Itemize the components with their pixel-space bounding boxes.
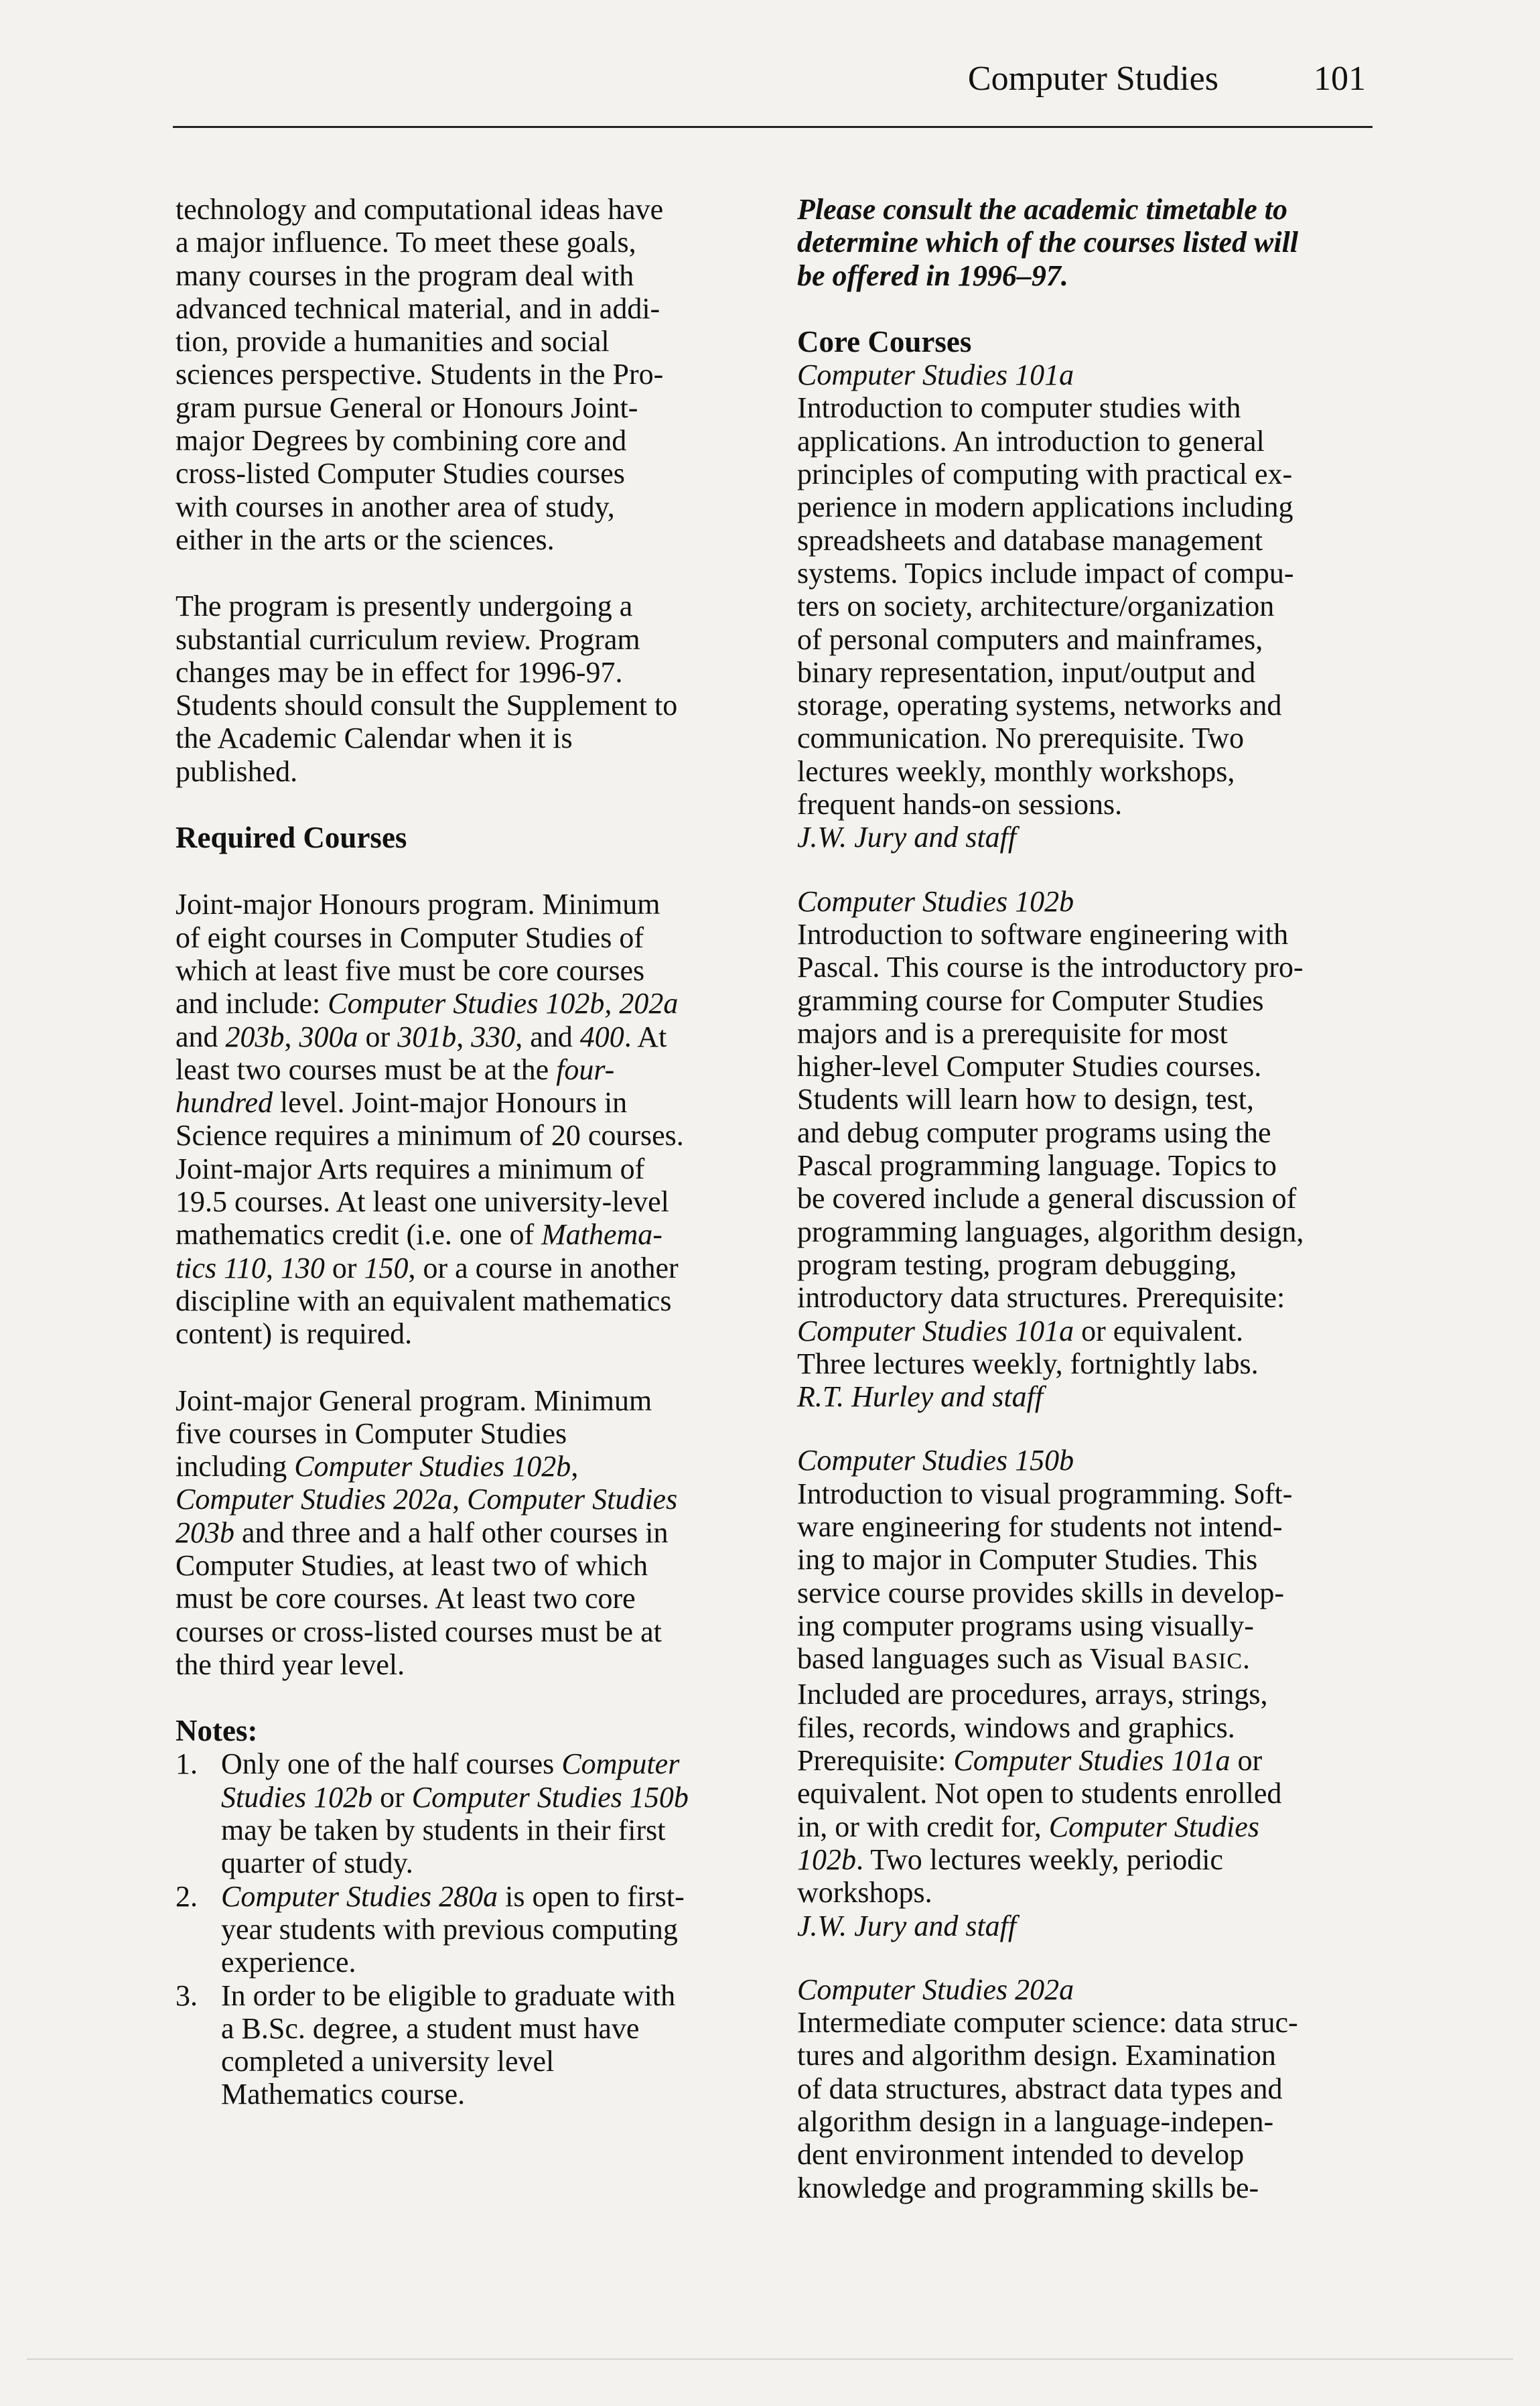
text-line: The program is presently undergoing a bbox=[176, 590, 633, 623]
text-line: storage, operating systems, networks and bbox=[797, 689, 1282, 722]
text-line: 19.5 courses. At least one university-level bbox=[176, 1185, 669, 1219]
text-line: the Academic Calendar when it is bbox=[176, 722, 573, 755]
timetable-notice bbox=[797, 193, 1387, 292]
text-line: Prerequisite: Computer Studies 101a or bbox=[797, 1744, 1263, 1778]
text-line: 203b and three and a half other courses in bbox=[176, 1516, 669, 1549]
text-line: Joint-major General program. Minimum bbox=[176, 1384, 652, 1417]
text-line: ing to major in Computer Studies. This bbox=[797, 1543, 1258, 1577]
text-line: and debug computer programs using the bbox=[797, 1116, 1271, 1149]
text-line: tics 110, 130 or 150, or a course in another bbox=[176, 1251, 679, 1284]
text-line: service course provides skills in develop- bbox=[797, 1576, 1285, 1609]
text-line: Please consult the academic timetable to bbox=[797, 193, 1287, 226]
text-line: in, or with credit for, Computer Studies bbox=[797, 1810, 1259, 1843]
text-line: Joint-major Arts requires a minimum of bbox=[176, 1152, 645, 1185]
text-line: Computer Studies 202a, Computer Studies bbox=[176, 1483, 678, 1516]
text-line: workshops. bbox=[797, 1876, 932, 1910]
text-line: files, records, windows and graphics. bbox=[797, 1711, 1235, 1744]
course-code: Computer Studies 202a bbox=[797, 1973, 1074, 2006]
text-line: substantial curriculum review. Program bbox=[176, 622, 640, 656]
text-line: higher-level Computer Studies courses. bbox=[797, 1050, 1262, 1083]
text-line: five courses in Computer Studies bbox=[176, 1416, 567, 1450]
text-line: and include: Computer Studies 102b, 202a bbox=[176, 987, 679, 1020]
text-line: determine which of the courses listed will bbox=[797, 226, 1299, 259]
course-instructor: J.W. Jury and staff bbox=[797, 821, 1017, 854]
text-line: of data structures, abstract data types and bbox=[797, 2072, 1283, 2105]
text-line: of eight courses in Computer Studies of bbox=[176, 921, 644, 954]
text-line: gram pursue General or Honours Joint- bbox=[176, 391, 638, 424]
text-line: 102b. Two lectures weekly, periodic bbox=[797, 1843, 1223, 1876]
text-line: ters on society, architecture/organization bbox=[797, 590, 1275, 623]
text-line: many courses in the program deal with bbox=[176, 259, 634, 292]
text-line: introductory data structures. Prerequisite: bbox=[797, 1281, 1285, 1315]
text-line: Introduction to computer studies with bbox=[797, 391, 1241, 425]
text-line: ware engineering for students not intend- bbox=[797, 1510, 1283, 1543]
text-line: binary representation, input/output and bbox=[797, 655, 1256, 689]
text-line: with courses in another area of study, bbox=[176, 490, 615, 523]
text-line: knowledge and programming skills be- bbox=[797, 2171, 1259, 2204]
text-line: ing computer programs using visually- bbox=[797, 1609, 1254, 1642]
text-line: lectures weekly, monthly workshops, bbox=[797, 754, 1235, 788]
text-line: programming languages, algorithm design, bbox=[797, 1215, 1304, 1248]
text-line: Students will learn how to design, test, bbox=[797, 1083, 1254, 1116]
text-line: equivalent. Not open to students enrolled bbox=[797, 1777, 1282, 1810]
left-column bbox=[176, 193, 758, 2111]
text-line: Joint-major Honours program. Minimum bbox=[176, 888, 660, 921]
section-title: Computer Studies bbox=[967, 60, 1218, 98]
text-line: Pascal. This course is the introductory pro- bbox=[797, 951, 1304, 984]
core-courses-heading: Core Courses bbox=[797, 324, 972, 358]
course-instructor: J.W. Jury and staff bbox=[797, 1909, 1017, 1942]
text-line: changes may be in effect for 1996-97. bbox=[176, 655, 623, 689]
text-line: advanced technical material, and in addi- bbox=[176, 291, 660, 325]
text-line: least two courses must be at the four- bbox=[176, 1053, 615, 1086]
text-line: of personal computers and mainframes, bbox=[797, 622, 1263, 656]
text-line: applications. An introduction to general bbox=[797, 424, 1265, 458]
text-line: tion, provide a humanities and social bbox=[176, 325, 610, 358]
text-line: algorithm design in a language-indepen- bbox=[797, 2105, 1274, 2139]
intro-paragraph bbox=[176, 193, 758, 556]
course-entry bbox=[797, 358, 1387, 854]
text-line: program testing, program debugging, bbox=[797, 1248, 1237, 1281]
text-line: either in the arts or the sciences. bbox=[176, 523, 555, 556]
text-line: principles of computing with practical ex- bbox=[797, 458, 1293, 491]
text-line: majors and is a prerequisite for most bbox=[797, 1016, 1228, 1050]
review-paragraph bbox=[176, 590, 758, 788]
text-line: courses or cross-listed courses must be at bbox=[176, 1615, 662, 1648]
course-code: Computer Studies 102b bbox=[797, 884, 1074, 918]
notes-list bbox=[176, 1747, 758, 2111]
course-code: Computer Studies 150b bbox=[797, 1444, 1074, 1477]
text-line: Students should consult the Supplement to bbox=[176, 689, 678, 722]
text-line: Introduction to visual programming. Soft- bbox=[797, 1477, 1293, 1510]
text-line: Computer Studies 101a or equivalent. bbox=[797, 1314, 1244, 1347]
text-line: Included are procedures, arrays, strings, bbox=[797, 1678, 1268, 1711]
course-entry bbox=[797, 1444, 1387, 1942]
page-header bbox=[173, 52, 1373, 128]
text-line: Pascal programming language. Topics to bbox=[797, 1149, 1277, 1183]
text-line: Intermediate computer science: data struc- bbox=[797, 2006, 1298, 2040]
note-item: 2. Computer Studies 280a is open to first- year students with previous computing experience. bbox=[176, 1879, 685, 1979]
text-line: dent environment intended to develop bbox=[797, 2138, 1245, 2171]
text-line: frequent hands-on sessions. bbox=[797, 788, 1123, 821]
text-line: gramming course for Computer Studies bbox=[797, 984, 1264, 1017]
scan-edge-line bbox=[27, 2358, 1513, 2360]
text-line: be offered in 1996–97. bbox=[797, 259, 1068, 292]
text-line: Three lectures weekly, fortnightly labs. bbox=[797, 1347, 1259, 1380]
text-line: including Computer Studies 102b, bbox=[176, 1450, 579, 1483]
course-instructor: R.T. Hurley and staff bbox=[797, 1380, 1044, 1414]
note-item: 3. In order to be eligible to graduate with a B.Sc. degree, a student must have completed a university level Mathematics course. bbox=[176, 1979, 676, 2111]
note-item: 1. Only one of the half courses Computer Studies 102b or Computer Studies 150b may be taken by students in their first quarter of study. bbox=[176, 1747, 689, 1880]
text-line: be covered include a general discussion of bbox=[797, 1182, 1297, 1215]
text-line: communication. No prerequisite. Two bbox=[797, 722, 1244, 755]
text-line: systems. Topics include impact of compu- bbox=[797, 556, 1294, 590]
text-line: perience in modern applications including bbox=[797, 490, 1293, 524]
course-entry bbox=[797, 885, 1387, 1414]
text-line: mathematics credit (i.e. one of Mathema- bbox=[176, 1218, 662, 1252]
text-line: Introduction to software engineering with bbox=[797, 917, 1289, 951]
text-line: cross-listed Computer Studies courses bbox=[176, 457, 625, 490]
text-line: Science requires a minimum of 20 courses. bbox=[176, 1119, 684, 1152]
text-line: discipline with an equivalent mathematics bbox=[176, 1284, 672, 1317]
text-line: tures and algorithm design. Examination bbox=[797, 2039, 1276, 2072]
text-line: sciences perspective. Students in the Pro- bbox=[176, 358, 664, 391]
text-line: a major influence. To meet these goals, bbox=[176, 226, 636, 259]
text-line: spreadsheets and database management bbox=[797, 523, 1263, 557]
required-courses-heading: Required Courses bbox=[176, 821, 407, 855]
text-line: content) is required. bbox=[176, 1317, 413, 1351]
course-entry bbox=[797, 1973, 1387, 2204]
text-line: which at least five must be core courses bbox=[176, 953, 645, 987]
text-line: the third year level. bbox=[176, 1648, 405, 1681]
text-line: must be core courses. At least two core bbox=[176, 1582, 636, 1615]
notes-heading: Notes: bbox=[176, 1714, 258, 1748]
right-column bbox=[797, 193, 1387, 2204]
general-paragraph bbox=[176, 1384, 758, 1682]
text-line: major Degrees by combining core and bbox=[176, 424, 627, 458]
page-number: 101 bbox=[1314, 60, 1366, 98]
text-line: Computer Studies, at least two of which bbox=[176, 1548, 648, 1582]
text-line: based languages such as Visual BASIC. bbox=[797, 1642, 1251, 1676]
course-code: Computer Studies 101a bbox=[797, 358, 1074, 392]
text-line: and 203b, 300a or 301b, 330, and 400. At bbox=[176, 1020, 667, 1053]
text-line: published. bbox=[176, 754, 298, 788]
text-line: technology and computational ideas have bbox=[176, 193, 664, 226]
honours-paragraph bbox=[176, 888, 758, 1350]
text-line: hundred level. Joint-major Honours in bbox=[176, 1086, 628, 1120]
